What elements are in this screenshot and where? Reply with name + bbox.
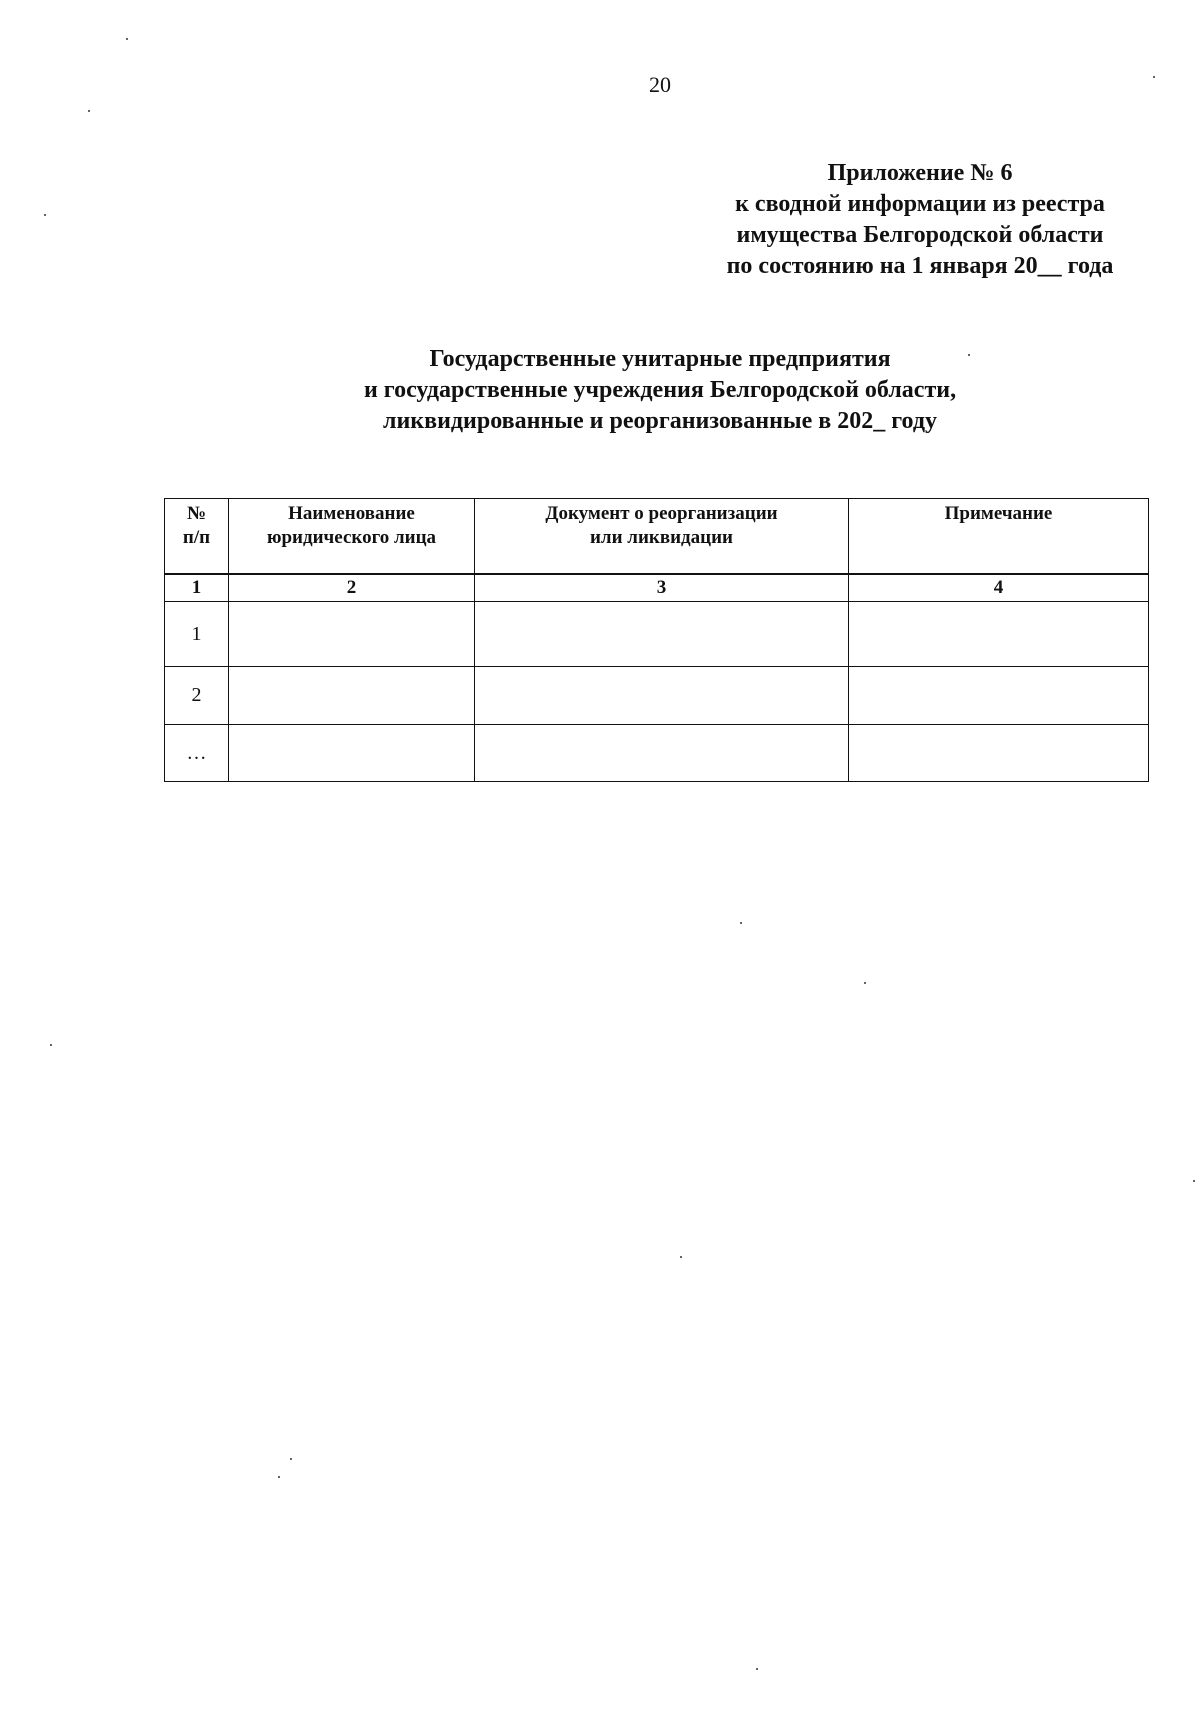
appendix-line: к сводной информации из реестра [735,191,1105,217]
header-line: № [186,503,207,524]
column-header-number [165,499,229,575]
note-cell [849,667,1149,725]
header-line: или ликвидации [589,527,734,548]
column-number: 1 [165,574,229,602]
register-table [164,498,1149,782]
header-line: п/п [182,527,211,548]
column-header-name [229,499,475,575]
table-row [165,602,1149,667]
header-line: Наименование [288,503,415,524]
scan-speck [756,1668,758,1670]
header-line: юридического лица [266,527,437,548]
name-cell [229,667,475,725]
note-cell [849,602,1149,667]
document-title [250,344,1070,437]
table-row [165,725,1149,782]
row-number-cell: 1 [165,602,229,667]
document-title-line: ликвидированные и реорганизованные в 202_ году [383,408,937,434]
scan-speck [1153,76,1155,78]
scan-speck [278,1476,280,1478]
name-cell [229,725,475,782]
scan-speck [864,982,866,984]
column-number: 2 [229,574,475,602]
row-number-cell: 2 [165,667,229,725]
document-title-line: Государственные унитарные предприятия [429,346,891,372]
column-number: 3 [475,574,849,602]
table-row [165,667,1149,725]
scan-speck [44,214,46,216]
scan-speck [290,1458,292,1460]
document-cell [475,602,849,667]
column-number: 4 [849,574,1149,602]
row-number-cell: … [165,725,229,782]
scan-speck [740,922,742,924]
page-number: 20 [649,72,671,97]
column-header-document [475,499,849,575]
scan-speck [968,354,970,356]
document-title-line: и государственные учреждения Белгородской области, [363,377,957,403]
scan-speck [680,1256,682,1258]
document-cell [475,667,849,725]
appendix-line: имущества Белгородской области [736,222,1104,248]
column-header-note [849,499,1149,575]
table-header-row [165,499,1149,575]
appendix-title: Приложение № 6 [827,160,1013,186]
name-cell [229,602,475,667]
note-cell [849,725,1149,782]
scan-speck [126,38,128,40]
document-cell [475,725,849,782]
header-line: Документ о реорганизации [545,503,778,524]
appendix-header [690,158,1150,282]
scan-speck [50,1044,52,1046]
scan-speck [88,110,90,112]
column-number-row [165,574,1149,602]
scan-speck [1193,1180,1195,1182]
appendix-line: по состоянию на 1 января 20__ года [726,253,1114,279]
header-line: Примечание [944,503,1053,524]
